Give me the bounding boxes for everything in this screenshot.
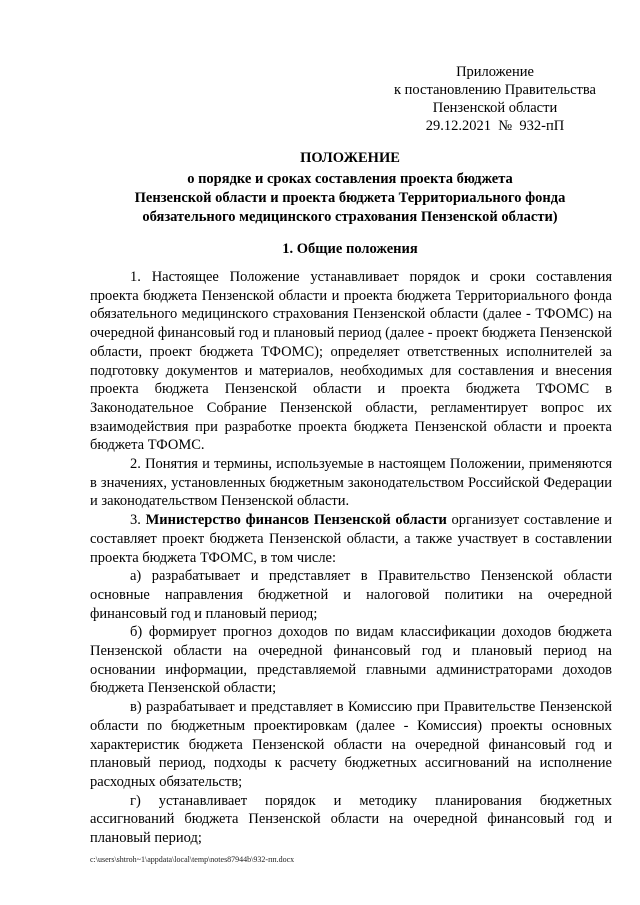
section-heading: 1. Общие положения — [282, 241, 418, 257]
subparagraph-b: б) формирует прогноз доходов по видам классификации доходов бюджета Пензенской области на очередной финансовый год и плановый период на основании информации, представляемой главными администраторами доходов бюджета Пензенской области; — [90, 624, 612, 697]
paragraph-3 — [90, 511, 612, 567]
subparagraph-g: г) устанавливает порядок и методику планирования бюджетных ассигнований бюджета Пензенской области на очередной финансовый год и плановый период; — [90, 792, 612, 847]
subparagraph-v: в) разрабатывает и представляет в Комиссию при Правительстве Пензенской области по бюджетным проектировкам (далее - Комиссия) проекты основных характеристик бюджета Пензенской области на очередной финансовый год и плановый период, подходы к расчету бюджетных ассигнований на исполнение расходных обязательств; — [90, 699, 612, 790]
paragraph-1: 1. Настоящее Положение устанавливает порядок и сроки составления проекта бюджета Пензенской области и проекта бюджета Территориального фонда обязательного медицинского страхования Пензенской области (далее - ТФОМС) на очередной финансовый год и плановый период (далее - проект бюджета Пензенской области, проект бюджета ТФОМС); определяет ответственных исполнителей за подготовку документов и материалов, необходимых для составления и внесения проекта бюджета Пензенской области и проекта бюджета ТФОМС в Законодательное Собрание Пензенской области, регламентирует вопрос их взаимодействия при разработке проекта бюджета Пензенской области и проекта бюджета ТФОМС. — [90, 269, 612, 454]
appendix-line: Пензенской области — [432, 100, 558, 116]
file-path-footer: c:\users\shtroh~1\appdata\local\temp\notes87944b\932-пп.docx — [90, 855, 295, 864]
appendix-block — [360, 63, 630, 135]
appendix-date-number: 29.12.2021 № 932-пП — [425, 118, 565, 134]
title-line: о порядке и сроках составления проекта бюджета — [187, 171, 513, 187]
paragraph-2: 2. Понятия и термины, используемые в настоящем Положении, применяются в значениях, установленных бюджетным законодательством Российской Федерации и законодательством Пензенской области. — [90, 456, 612, 510]
document-title — [60, 149, 640, 227]
title-line: Пензенской области и проекта бюджета Территориального фонда — [134, 190, 566, 206]
title-line: обязательного медицинского страхования Пензенской области) — [142, 209, 558, 225]
appendix-line: к постановлению Правительства — [394, 82, 596, 98]
paragraph-3-bold: Министерство финансов Пензенской области — [145, 512, 447, 529]
paragraph-3-number: 3. — [130, 512, 146, 529]
subparagraph-a: а) разрабатывает и представляет в Правительство Пензенской области основные направления бюджетной и налоговой политики на очередной финансовый год и плановый период; — [90, 568, 612, 622]
title-line: ПОЛОЖЕНИЕ — [300, 150, 400, 166]
paragraph-3-text: организует составление и составляет проект бюджета Пензенской области, а также участвует в составлении проекта бюджета ТФОМС, в том числе: — [90, 512, 612, 566]
document-body — [90, 268, 612, 848]
appendix-line: Приложение — [456, 64, 534, 80]
